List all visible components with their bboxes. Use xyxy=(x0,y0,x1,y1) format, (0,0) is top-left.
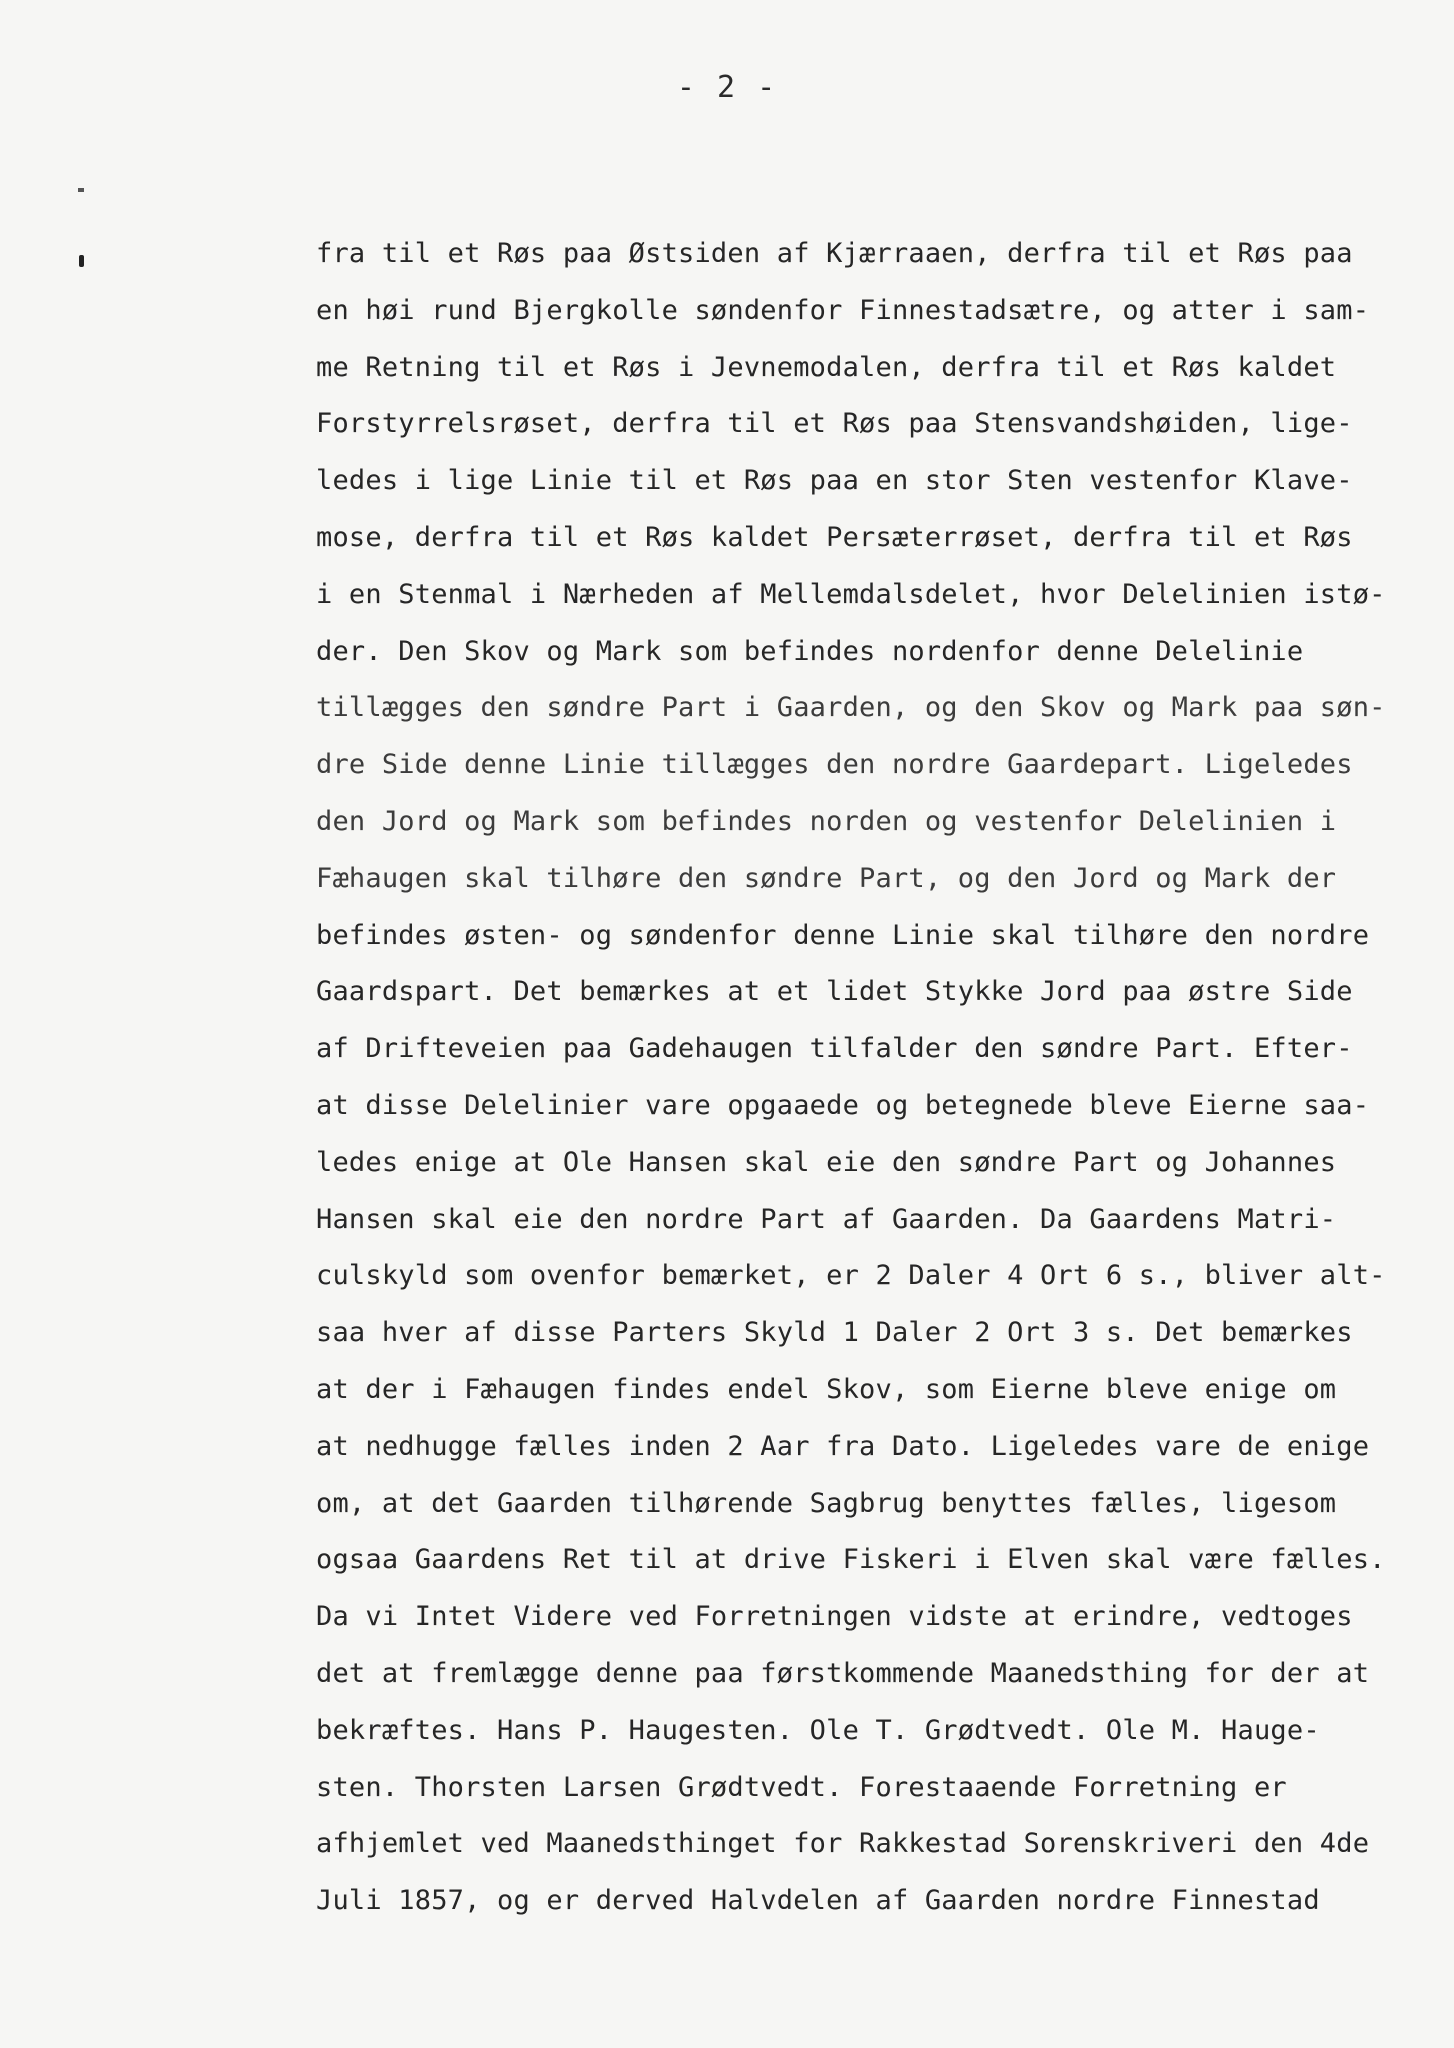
text-line: en høi rund Bjergkolle søndenfor Finnestadsætre, og atter i sam- xyxy=(316,294,1370,326)
text-line: at der i Fæhaugen findes endel Skov, som Eierne bleve enige om xyxy=(316,1373,1337,1405)
text-line: Fæhaugen skal tilhøre den søndre Part, og den Jord og Mark der xyxy=(316,862,1337,894)
text-line: tillægges den søndre Part i Gaarden, og den Skov og Mark paa søn- xyxy=(316,692,1386,724)
text-line: Da vi Intet Videre ved Forretningen vidste at erindre, vedtoges xyxy=(316,1601,1353,1633)
text-line: sten. Thorsten Larsen Grødtvedt. Forestaaende Forretning er xyxy=(316,1771,1287,1803)
page-number: - 2 - xyxy=(676,70,778,105)
text-line: af Drifteveien paa Gadehaugen tilfalder den søndre Part. Efter- xyxy=(316,1033,1353,1065)
text-line: culskyld som ovenfor bemærket, er 2 Daler 4 Ort 6 s., bliver alt- xyxy=(316,1260,1386,1292)
text-line: ledes i lige Linie til et Røs paa en stor Sten vestenfor Klave- xyxy=(316,465,1353,497)
text-line: om, at det Gaarden tilhørende Sagbrug benyttes fælles, ligesom xyxy=(316,1487,1337,1519)
text-line: mose, derfra til et Røs kaldet Persæterrøset, derfra til et Røs xyxy=(316,521,1353,553)
text-line: Forstyrrelsrøset, derfra til et Røs paa Stensvandshøiden, lige- xyxy=(316,408,1353,440)
text-line: bekræftes. Hans P. Haugesten. Ole T. Grødtvedt. Ole M. Hauge- xyxy=(316,1714,1320,1746)
text-line: den Jord og Mark som befindes norden og vestenfor Delelinien i xyxy=(316,805,1337,837)
text-line: me Retning til et Røs i Jevnemodalen, derfra til et Røs kaldet xyxy=(316,351,1337,383)
margin-mark xyxy=(79,255,84,267)
text-line: fra til et Røs paa Østsiden af Kjærraaen, derfra til et Røs paa xyxy=(316,238,1353,269)
text-line: at nedhugge fælles inden 2 Aar fra Dato. Ligeledes vare de enige xyxy=(316,1430,1370,1462)
text-line: at disse Delelinier vare opgaaede og betegnede bleve Eierne saa- xyxy=(316,1089,1370,1121)
text-line: der. Den Skov og Mark som befindes nordenfor denne Delelinie xyxy=(316,635,1304,667)
text-line: Gaardspart. Det bemærkes at et lidet Stykke Jord paa østre Side xyxy=(316,976,1353,1008)
text-line: befindes østen- og søndenfor denne Linie skal tilhøre den nordre xyxy=(316,919,1370,951)
text-line: afhjemlet ved Maanedsthinget for Rakkestad Sorenskriveri den 4de xyxy=(316,1828,1370,1860)
margin-mark xyxy=(78,188,84,192)
text-line: ledes enige at Ole Hansen skal eie den søndre Part og Johannes xyxy=(316,1146,1337,1178)
text-line: Juli 1857, og er derved Halvdelen af Gaarden nordre Finnestad xyxy=(316,1885,1320,1917)
text-line: ogsaa Gaardens Ret til at drive Fiskeri i Elven skal være fælles. xyxy=(316,1544,1386,1576)
text-line: i en Stenmal i Nærheden af Mellemdalsdelet, hvor Delelinien istø- xyxy=(316,578,1386,610)
text-line: dre Side denne Linie tillægges den nordre Gaardepart. Ligeledes xyxy=(316,749,1353,781)
document-body xyxy=(316,226,1426,1930)
text-line: Hansen skal eie den nordre Part af Gaarden. Da Gaardens Matri- xyxy=(316,1203,1337,1235)
text-line: det at fremlægge denne paa førstkommende Maanedsthing for der at xyxy=(316,1657,1370,1689)
text-line: saa hver af disse Parters Skyld 1 Daler 2 Ort 3 s. Det bemærkes xyxy=(316,1317,1353,1349)
